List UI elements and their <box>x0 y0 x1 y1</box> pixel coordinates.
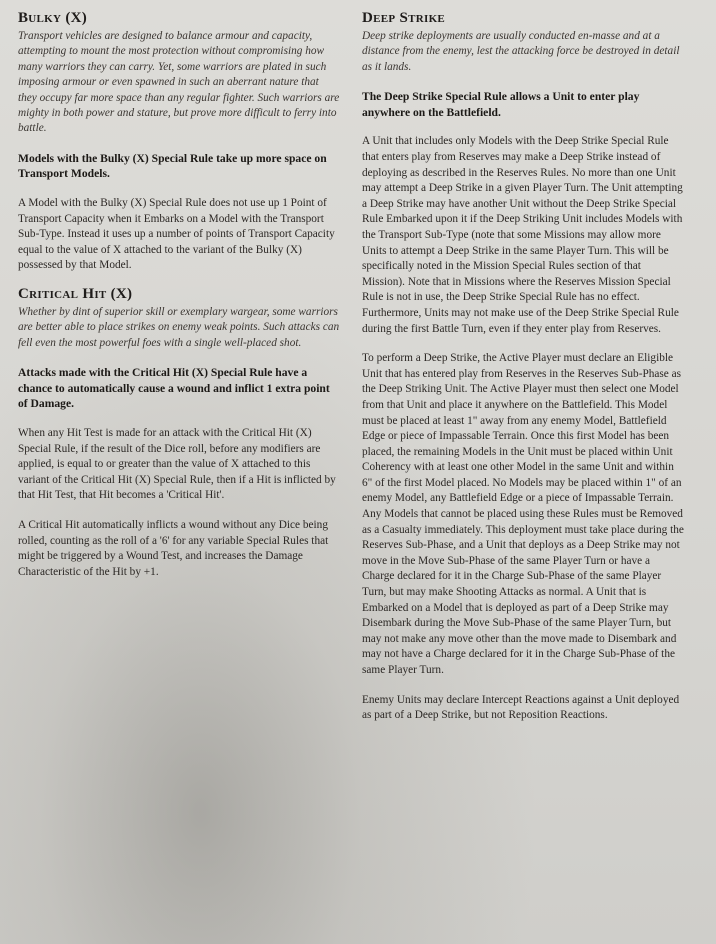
deep-strike-body-text-2: To perform a Deep Strike, the Active Player must declare an Eligible Unit that has entered play from Reserves in the Reserves Sub-Phase as the Deep Striking Unit. The Active Player must then select one Model from that Unit and place it anywhere on the Battlefield. This Model must be placed at least 1" away from any enemy Model, Battlefield Edge or piece of Impassable Terrain. Once this first Model has been placed, the remaining Models in the Unit must be placed within Unit Coherency with at least one other Model in the same Unit and within 6" of the first Model placed. No Models may be placed within 1" of an enemy Model, any Battlefield Edge or a piece of Impassable Terrain. Any Models that cannot be placed using these Rules must be Removed as a Casualty immediately. This deployment must take place during the Reserves Sub-Phase, and a Unit that deploys as a Deep Strike may not move in the Move Sub-Phase of the same Player Turn or have a Charge declared for it in the Charge Sub-Phase of the same Player Turn, but may make Shooting Attacks as normal. A Unit that is Embarked on a Model that is deployed as part of a Deep Strike may Disembark during the Move Sub-Phase of the same Player Turn, but may not make any move other than the move made to Disembark and may not have a Charge declared for it in the Charge Sub-Phase of the same Player Turn. <box>362 352 684 676</box>
critical-hit-lead-text: Attacks made with the Critical Hit (X) Special Rule have a chance to automatically cause a wound and inflict 1 extra point of Damage. <box>18 366 330 411</box>
bulky-rule <box>18 10 340 274</box>
bulky-lead-text: Models with the Bulky (X) Special Rule take up more space on Transport Models. <box>18 151 327 181</box>
critical-hit-body-text-1: When any Hit Test is made for an attack with the Critical Hit (X) Special Rule, if the result of the Dice roll, before any modifiers are applied, is equal to or greater than the value of X attached to this variant of the Critical Hit (X) Special Rule, then if a Hit is inflicted by that Hit Test, that Hit becomes a 'Critical Hit'. <box>18 427 336 502</box>
bulky-flavor-text: Transport vehicles are designed to balance armour and capacity, attempting to mount the most protection without compromising how many warriors they can carry. Yet, some warriors are plated in such imposing armour or even spawned in such an aberrant nature that they occupy far more space than any regular fighter. Such warriors are mighty in both power and stature, but prove more difficult to ferry into battle. <box>18 30 340 135</box>
critical-hit-heading: Critical Hit (X) <box>18 286 133 302</box>
left-column <box>18 10 340 580</box>
deep-strike-body-text-3: Enemy Units may declare Intercept Reactions against a Unit deployed as part of a Deep Strike, but not Reposition Reactions. <box>362 693 680 722</box>
right-column <box>362 10 684 724</box>
deep-strike-rule <box>362 10 684 724</box>
critical-hit-flavor-text: Whether by dint of superior skill or exemplary wargear, some warriors are better able to place strikes on enemy weak points. Such attacks can fell even the most powerful foes with a single well-placed shot. <box>18 306 340 349</box>
bulky-heading: Bulky (X) <box>18 10 88 26</box>
deep-strike-flavor-text: Deep strike deployments are usually conducted en-masse and at a distance from the enemy, lest the attacking force be destroyed in detail as it lands. <box>362 30 680 73</box>
deep-strike-lead-text: The Deep Strike Special Rule allows a Unit to enter play anywhere on the Battlefield. <box>362 90 640 119</box>
bulky-body-text: A Model with the Bulky (X) Special Rule does not use up 1 Point of Transport Capacity when it Embarks on a Model with the Transport Sub-Type. Instead it uses up a number of points of Transport Capacity equal to the value of X attached to the variant of the Bulky (X) possessed by that Model. <box>18 197 335 272</box>
deep-strike-body-text-1: A Unit that includes only Models with the Deep Strike Special Rule that enters play from Reserves may make a Deep Strike instead of deploying as described in the Reserves Rules. No more than one Unit may attempt a Deep Strike in a given Player Turn. The Unit attempting a Deep Strike may have another Unit without the Deep Strike Special Rule Embarked upon it if the Deep Striking Unit includes Models with the Transport Sub-Type (note that some Missions may allow more Units to attempt a Deep Strike in the same Player Turn. This will be specifically noted in the Mission Special Rules section of that Mission). Note that in Missions where the Reserves Mission Special Rule is not in use, the Deep Strike Special Rule has no effect. Furthermore, Units may not make use of the Deep Strike Special Rule during the first Battle Turn, even if they enter play from Reserves. <box>362 135 683 335</box>
deep-strike-heading: Deep Strike <box>362 10 446 26</box>
critical-hit-rule <box>18 286 340 580</box>
critical-hit-body-text-2: A Critical Hit automatically inflicts a wound without any Dice being rolled, counting as the roll of a '6' for any variable Special Rules that might be triggered by a Wound Test, and increases the Damage Characteristic of the Hit by +1. <box>18 518 329 578</box>
